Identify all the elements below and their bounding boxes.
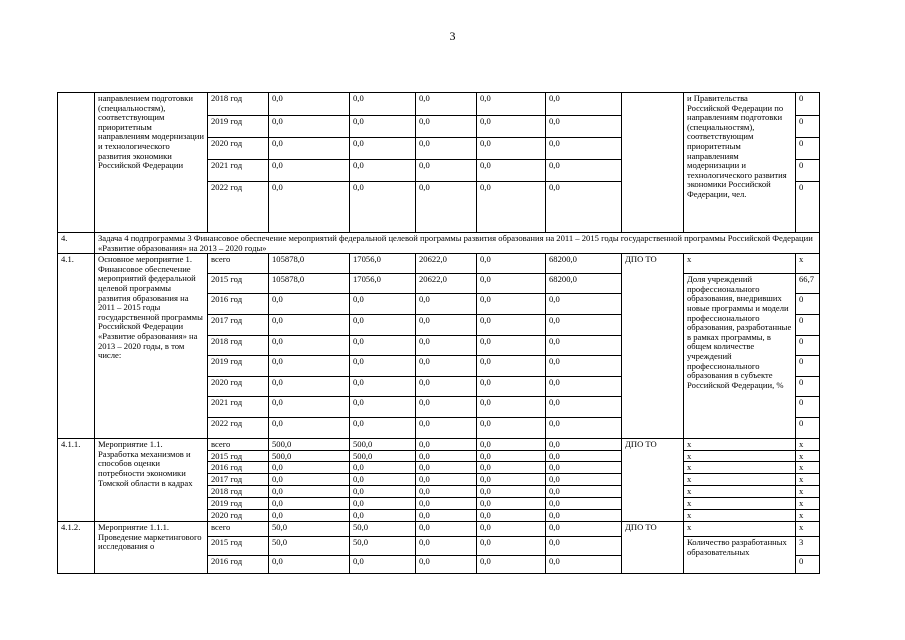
value-cell: 0,0 xyxy=(546,497,622,509)
target-cell: 0 xyxy=(796,182,820,233)
value-cell: 20622,0 xyxy=(416,254,477,274)
target-cell: x xyxy=(796,497,820,509)
program-table xyxy=(57,92,820,574)
value-cell: 0,0 xyxy=(546,521,622,536)
value-cell: 0,0 xyxy=(546,486,622,498)
table-row xyxy=(58,521,820,536)
value-cell: 500,0 xyxy=(269,450,350,462)
value-cell: 0,0 xyxy=(416,521,477,536)
year-cell: 2018 год xyxy=(208,486,269,498)
target-cell: x xyxy=(796,474,820,486)
value-cell: 500,0 xyxy=(269,439,350,451)
value-cell: 0,0 xyxy=(269,377,350,397)
activity-name: Основное мероприятие 1. Финансовое обеспечение мероприятий федеральной целевой программы развития образования на 2011 – 2015 годы государственной программы Российской Федерации «Развитие образования» на 2013 – 2020 годы, в том числе: xyxy=(95,254,208,439)
year-cell: 2018 год xyxy=(208,336,269,356)
year-cell: 2022 год xyxy=(208,418,269,439)
year-cell: 2020 год xyxy=(208,138,269,160)
activity-name: направлением подготовки (специальностям), соответствующим приоритетным направлениям модернизации и технологического развития экономики Российской Федерации xyxy=(95,93,208,233)
value-cell: 0,0 xyxy=(416,336,477,356)
value-cell: 0,0 xyxy=(350,356,416,377)
value-cell: 105878,0 xyxy=(269,254,350,274)
value-cell: 0,0 xyxy=(350,497,416,509)
indicator-cell: x xyxy=(684,486,796,498)
value-cell: 0,0 xyxy=(416,450,477,462)
activity-name: Мероприятие 1.1. Разработка механизмов и способов оценки потребности экономики Томской области в кадрах xyxy=(95,439,208,522)
target-cell: 0 xyxy=(796,294,820,315)
task-num: 4. xyxy=(58,233,95,254)
target-cell: x xyxy=(796,439,820,451)
indicator-cell: Количество разработанных образовательных xyxy=(684,536,796,573)
value-cell: 0,0 xyxy=(477,93,546,116)
num-cell: 4.1.2. xyxy=(58,521,95,573)
year-cell: 2016 год xyxy=(208,462,269,474)
value-cell: 0,0 xyxy=(477,450,546,462)
year-cell: 2020 год xyxy=(208,377,269,397)
value-cell: 0,0 xyxy=(477,377,546,397)
value-cell: 0,0 xyxy=(350,93,416,116)
target-cell: 0 xyxy=(796,93,820,116)
year-cell: 2016 год xyxy=(208,555,269,573)
value-cell: 0,0 xyxy=(350,160,416,182)
value-cell: 0,0 xyxy=(269,93,350,116)
value-cell: 0,0 xyxy=(269,462,350,474)
value-cell: 0,0 xyxy=(269,315,350,336)
year-cell: 2019 год xyxy=(208,116,269,138)
value-cell: 0,0 xyxy=(350,116,416,138)
target-cell: x xyxy=(796,486,820,498)
value-cell: 0,0 xyxy=(416,497,477,509)
table-row xyxy=(58,254,820,274)
value-cell: 0,0 xyxy=(269,555,350,573)
num-cell xyxy=(58,93,95,233)
task-text: Задача 4 подпрограммы 3 Финансовое обеспечение мероприятий федеральной целевой программы развития образования на 2011 – 2015 годы государственной программы Российской Федерации «Развитие образования» на 2013 – 2020 годы» xyxy=(95,233,820,254)
target-cell: x xyxy=(796,521,820,536)
target-cell: 0 xyxy=(796,397,820,418)
value-cell: 50,0 xyxy=(269,521,350,536)
value-cell: 0,0 xyxy=(477,274,546,294)
value-cell: 0,0 xyxy=(416,138,477,160)
value-cell: 0,0 xyxy=(269,116,350,138)
value-cell: 0,0 xyxy=(477,555,546,573)
year-cell: 2019 год xyxy=(208,497,269,509)
executor-cell: ДПО ТО xyxy=(622,254,684,439)
value-cell: 68200,0 xyxy=(546,254,622,274)
num-cell: 4.1.1. xyxy=(58,439,95,522)
value-cell: 0,0 xyxy=(350,182,416,233)
target-cell: 0 xyxy=(796,377,820,397)
target-cell: 66,7 xyxy=(796,274,820,294)
value-cell: 0,0 xyxy=(350,377,416,397)
value-cell: 0,0 xyxy=(269,356,350,377)
value-cell: 0,0 xyxy=(350,315,416,336)
value-cell: 0,0 xyxy=(416,160,477,182)
indicator-cell: x xyxy=(684,450,796,462)
value-cell: 0,0 xyxy=(416,294,477,315)
indicator-cell: x xyxy=(684,497,796,509)
year-cell: 2022 год xyxy=(208,182,269,233)
task-row xyxy=(58,233,820,254)
value-cell: 0,0 xyxy=(546,138,622,160)
num-cell: 4.1. xyxy=(58,254,95,439)
value-cell: 0,0 xyxy=(350,555,416,573)
indicator-cell: x xyxy=(684,462,796,474)
value-cell: 0,0 xyxy=(350,418,416,439)
value-cell: 0,0 xyxy=(477,486,546,498)
value-cell: 0,0 xyxy=(350,486,416,498)
target-cell: 3 xyxy=(796,536,820,555)
value-cell: 50,0 xyxy=(269,536,350,555)
value-cell: 0,0 xyxy=(350,462,416,474)
value-cell: 0,0 xyxy=(477,254,546,274)
value-cell: 0,0 xyxy=(546,439,622,451)
value-cell: 0,0 xyxy=(477,294,546,315)
value-cell: 0,0 xyxy=(546,397,622,418)
target-cell: 0 xyxy=(796,116,820,138)
year-cell: 2021 год xyxy=(208,160,269,182)
value-cell: 0,0 xyxy=(269,509,350,521)
value-cell: 0,0 xyxy=(477,397,546,418)
value-cell: 0,0 xyxy=(477,509,546,521)
year-cell: 2019 год xyxy=(208,356,269,377)
value-cell: 0,0 xyxy=(546,182,622,233)
value-cell: 20622,0 xyxy=(416,274,477,294)
value-cell: 0,0 xyxy=(269,474,350,486)
value-cell: 0,0 xyxy=(416,509,477,521)
value-cell: 0,0 xyxy=(477,474,546,486)
value-cell: 0,0 xyxy=(477,536,546,555)
activity-name: Мероприятие 1.1.1. Проведение маркетингового исследования о xyxy=(95,521,208,573)
value-cell: 0,0 xyxy=(269,497,350,509)
indicator-cell: и Правительства Российской Федерации по направлениям подготовки (специальностям), соответствующим приоритетным направлениям модернизации и технологического развития экономики Российской Федерации, чел. xyxy=(684,93,796,233)
value-cell: 0,0 xyxy=(350,397,416,418)
value-cell: 50,0 xyxy=(350,536,416,555)
value-cell: 0,0 xyxy=(416,439,477,451)
value-cell: 0,0 xyxy=(350,294,416,315)
value-cell: 0,0 xyxy=(350,336,416,356)
target-cell: x xyxy=(796,509,820,521)
indicator-cell: x xyxy=(684,474,796,486)
value-cell: 0,0 xyxy=(416,182,477,233)
year-cell: 2020 год xyxy=(208,509,269,521)
target-cell: 0 xyxy=(796,418,820,439)
value-cell: 0,0 xyxy=(477,116,546,138)
indicator-cell: Доля учреждений профессионального образования, внедривших новые программы и модели профессионального образования, разработанные в рамках программы, в общем количестве учреждений профессионального образования в субъекте Российской Федерации, % xyxy=(684,274,796,439)
target-cell: 0 xyxy=(796,315,820,336)
target-cell: 0 xyxy=(796,555,820,573)
value-cell: 0,0 xyxy=(546,509,622,521)
value-cell: 0,0 xyxy=(269,397,350,418)
value-cell: 0,0 xyxy=(416,474,477,486)
year-cell: 2015 год xyxy=(208,274,269,294)
executor-cell: ДПО ТО xyxy=(622,439,684,522)
value-cell: 0,0 xyxy=(269,418,350,439)
value-cell: 0,0 xyxy=(477,462,546,474)
target-cell: x xyxy=(796,254,820,274)
year-cell: 2021 год xyxy=(208,397,269,418)
target-cell: 0 xyxy=(796,160,820,182)
indicator-cell: x xyxy=(684,439,796,451)
value-cell: 0,0 xyxy=(546,462,622,474)
year-cell: 2018 год xyxy=(208,93,269,116)
value-cell: 0,0 xyxy=(477,138,546,160)
table-row xyxy=(58,93,820,116)
value-cell: 0,0 xyxy=(416,462,477,474)
value-cell: 0,0 xyxy=(416,93,477,116)
value-cell: 0,0 xyxy=(350,474,416,486)
year-cell: всего xyxy=(208,439,269,451)
value-cell: 0,0 xyxy=(477,521,546,536)
value-cell: 17056,0 xyxy=(350,254,416,274)
value-cell: 0,0 xyxy=(546,294,622,315)
value-cell: 500,0 xyxy=(350,439,416,451)
value-cell: 0,0 xyxy=(477,356,546,377)
value-cell: 0,0 xyxy=(546,555,622,573)
value-cell: 0,0 xyxy=(546,315,622,336)
value-cell: 0,0 xyxy=(416,315,477,336)
value-cell: 0,0 xyxy=(546,377,622,397)
value-cell: 0,0 xyxy=(269,294,350,315)
value-cell: 0,0 xyxy=(546,160,622,182)
value-cell: 0,0 xyxy=(416,116,477,138)
year-cell: 2015 год xyxy=(208,536,269,555)
page-number: 3 xyxy=(449,29,456,43)
value-cell: 500,0 xyxy=(350,450,416,462)
value-cell: 0,0 xyxy=(416,356,477,377)
value-cell: 0,0 xyxy=(269,160,350,182)
year-cell: всего xyxy=(208,254,269,274)
value-cell: 0,0 xyxy=(350,138,416,160)
value-cell: 68200,0 xyxy=(546,274,622,294)
value-cell: 0,0 xyxy=(546,356,622,377)
value-cell: 17056,0 xyxy=(350,274,416,294)
value-cell: 0,0 xyxy=(416,397,477,418)
value-cell: 105878,0 xyxy=(269,274,350,294)
target-cell: x xyxy=(796,462,820,474)
value-cell: 0,0 xyxy=(477,336,546,356)
value-cell: 0,0 xyxy=(269,182,350,233)
year-cell: 2017 год xyxy=(208,315,269,336)
value-cell: 0,0 xyxy=(546,336,622,356)
value-cell: 50,0 xyxy=(350,521,416,536)
year-cell: 2016 год xyxy=(208,294,269,315)
value-cell: 0,0 xyxy=(416,377,477,397)
value-cell: 0,0 xyxy=(477,418,546,439)
value-cell: 0,0 xyxy=(350,509,416,521)
target-cell: 0 xyxy=(796,336,820,356)
value-cell: 0,0 xyxy=(269,486,350,498)
value-cell: 0,0 xyxy=(546,450,622,462)
value-cell: 0,0 xyxy=(477,160,546,182)
value-cell: 0,0 xyxy=(477,439,546,451)
value-cell: 0,0 xyxy=(416,536,477,555)
executor-cell: ДПО ТО xyxy=(622,521,684,573)
value-cell: 0,0 xyxy=(416,486,477,498)
value-cell: 0,0 xyxy=(477,315,546,336)
value-cell: 0,0 xyxy=(269,336,350,356)
value-cell: 0,0 xyxy=(546,536,622,555)
target-cell: 0 xyxy=(796,138,820,160)
indicator-cell: x xyxy=(684,509,796,521)
year-cell: всего xyxy=(208,521,269,536)
value-cell: 0,0 xyxy=(546,116,622,138)
table-row xyxy=(58,439,820,451)
value-cell: 0,0 xyxy=(477,182,546,233)
value-cell: 0,0 xyxy=(546,418,622,439)
value-cell: 0,0 xyxy=(269,138,350,160)
target-cell: x xyxy=(796,450,820,462)
year-cell: 2017 год xyxy=(208,474,269,486)
indicator-cell: x xyxy=(684,521,796,536)
indicator-cell: x xyxy=(684,254,796,274)
value-cell: 0,0 xyxy=(477,497,546,509)
value-cell: 0,0 xyxy=(416,555,477,573)
target-cell: 0 xyxy=(796,356,820,377)
value-cell: 0,0 xyxy=(416,418,477,439)
value-cell: 0,0 xyxy=(546,93,622,116)
executor-cell xyxy=(622,93,684,233)
year-cell: 2015 год xyxy=(208,450,269,462)
value-cell: 0,0 xyxy=(546,474,622,486)
